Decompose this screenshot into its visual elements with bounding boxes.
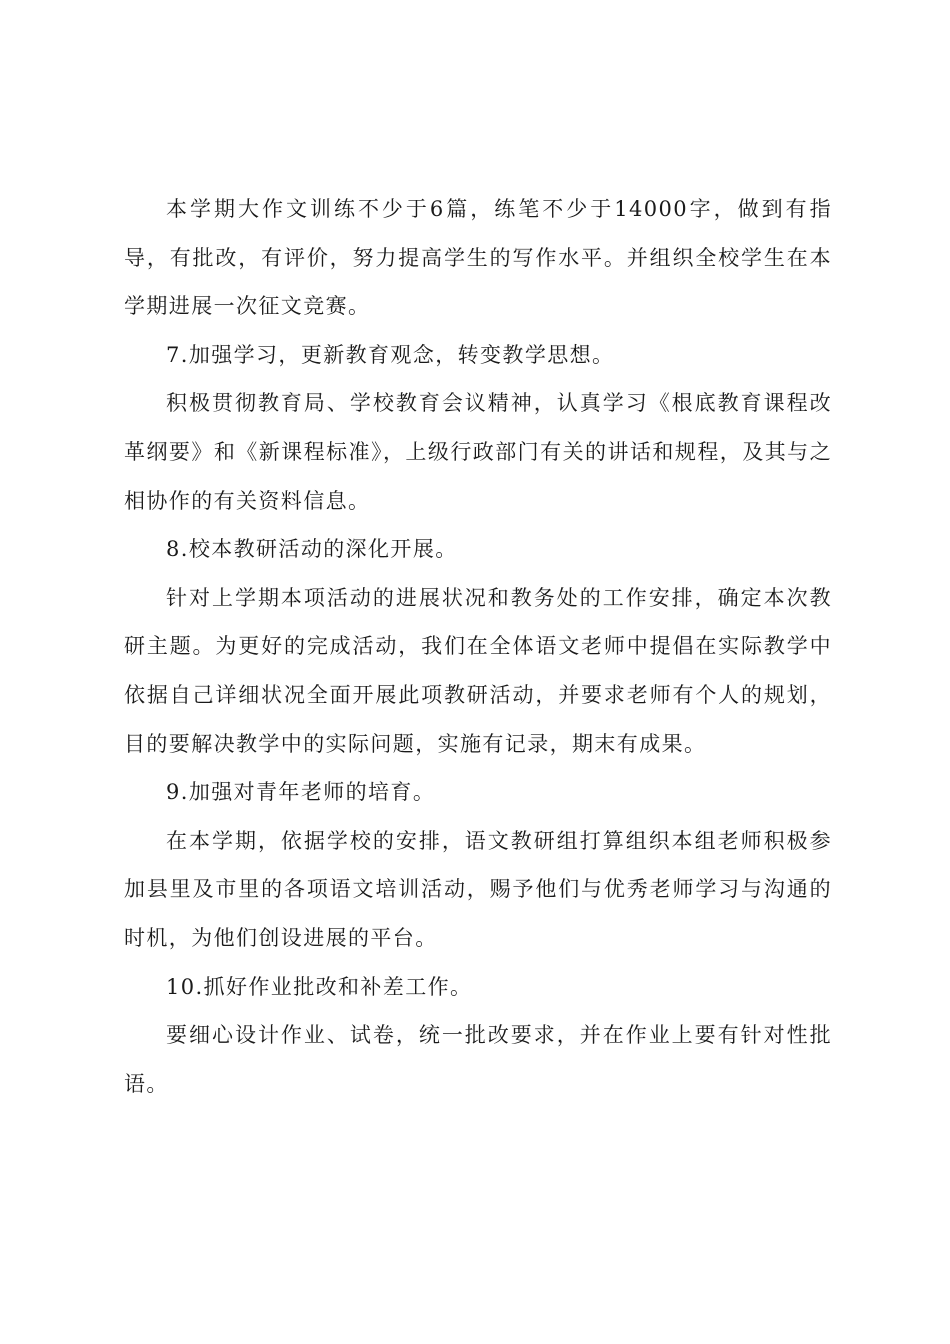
paragraph-young-teachers: 在本学期，依据学校的安排，语文教研组打算组织本组老师积极参加县里及市里的各项语文培训活动，赐予他们与优秀老师学习与沟通的时机，为他们创设进展的平台。 xyxy=(124,828,832,950)
paragraph-writing-training: 本学期大作文训练不少于6篇，练笔不少于14000字，做到有指导，有批改，有评价，努力提高学生的写作水平。并组织全校学生在本学期进展一次征文竞赛。 xyxy=(124,197,832,319)
paragraph-homework-grading: 要细心设计作业、试卷，统一批改要求，并在作业上要有针对性批语。 xyxy=(124,1023,832,1096)
section-heading-10: 10.抓好作业批改和补差工作。 xyxy=(166,974,473,999)
paragraph-education-concepts: 积极贯彻教育局、学校教育会议精神，认真学习《根底教育课程改革纲要》和《新课程标准》，上级行政部门有关的讲话和规程，及其与之相协作的有关资料信息。 xyxy=(124,391,832,513)
section-heading-7: 7.加强学习，更新教育观念，转变教学思想。 xyxy=(166,342,615,367)
section-heading-9: 9.加强对青年老师的培育。 xyxy=(166,780,436,805)
document-body xyxy=(124,185,832,1108)
section-heading-8: 8.校本教研活动的深化开展。 xyxy=(166,537,458,562)
paragraph-school-research: 针对上学期本项活动的进展状况和教务处的工作安排，确定本次教研主题。为更好的完成活动，我们在全体语文老师中提倡在实际教学中依据自己详细状况全面开展此项教研活动，并要求老师有个人的规划，目的要解决教学中的实际问题，实施有记录，期末有成果。 xyxy=(124,585,832,756)
